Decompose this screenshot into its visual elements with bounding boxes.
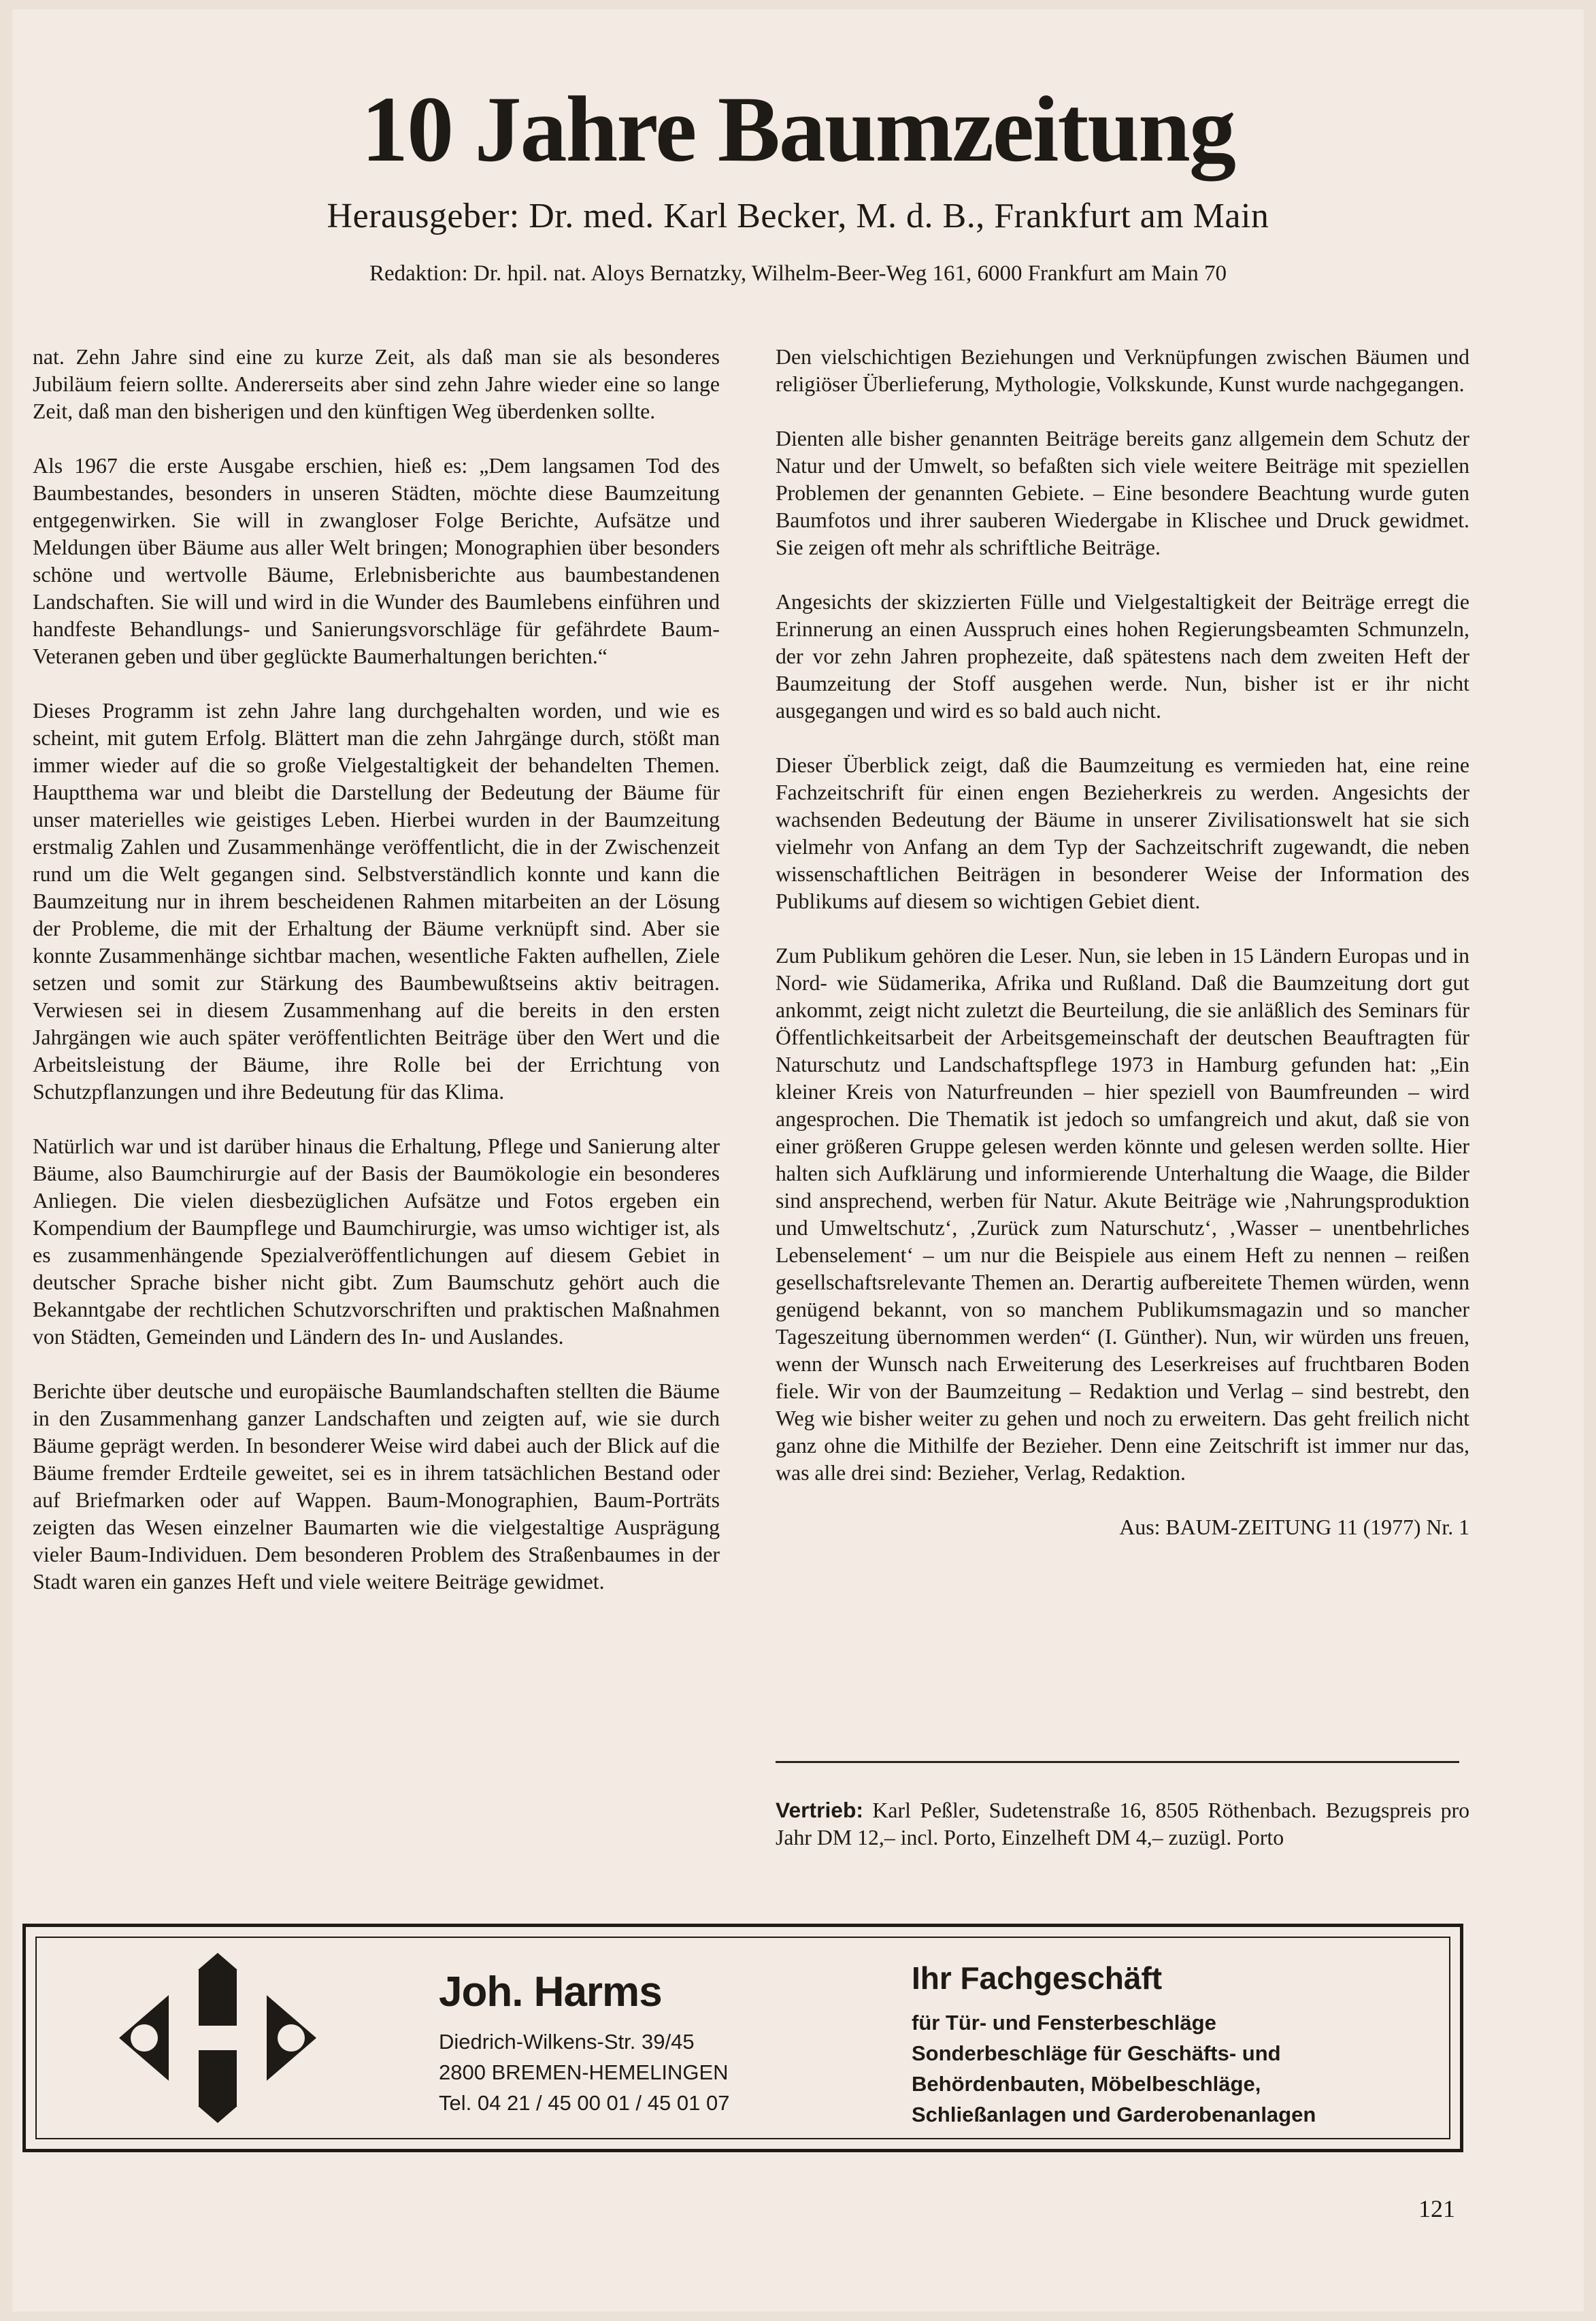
paragraph: Natürlich war und ist darüber hinaus die Erhaltung, Pflege und Sanierung alter Bäume, also Baumchirurgie auf der Basis der Baumökologie ein besonderes Anliegen. Die vielen diesbezüglichen Aufsätze und Fotos ergeben ein Kompendium der Baumpflege und Baumchirurgie, was umso wichtiger ist, als es zusammenhängende Spezialveröffentlichungen auf diesem Gebiet in deutscher Sprache bisher nicht gibt. Zum Baumschutz gehört auch die Bekanntgabe der rechtlichen Schutzvorschriften und praktischen Maßnahmen von Städten, Gemeinden und Ländern des In- und Auslandes. [33, 1134, 720, 1349]
paragraph: Zum Publikum gehören die Leser. Nun, sie leben in 15 Ländern Europas und in Nord- wie Südamerika, Afrika und Rußland. Daß die Baumzeitung dort gut ankommt, zeigt nicht zuletzt die Beurteilung, die sie anläßlich des Seminars für Öffentlichkeitsarbeit der Arbeitsgemeinschaft der deutschen Beauftragten für Naturschutz und Landschaftspflege 1973 in Hamburg gefunden hat: „Ein kleiner Kreis von Naturfreunden – hier speziell von Baumfreunden – wird angesprochen. Die Thematik ist jedoch so umfangreich und akut, daß sie von einer größeren Gruppe gelesen werden könnte und gelesen werden sollte. Hier halten sich Aufklärung und informierende Unterhaltung die Waage, die Bilder sind ansprechend, werben für Natur. Akute Beiträge wie ‚Nahrungsproduktion und Umweltschutz‘, ‚Zurück zum Naturschutz‘, ‚Wasser – unentbehrliches Lebenselement‘ – um nur die Beispiele aus einem Heft zu nennen – reißen gesellschaftsrelevante Themen an. Derartig aufbereitete Themen würden, wenn genügend bekannt, von so manchem Publikumsmagazin und so mancher Tageszeitung übernommen werden“ (I. Günther). Nun, wir würden uns freuen, wenn der Wunsch nach Erweiterung des Leserkreises auf fruchtbaren Boden fiele. Wir von der Baumzeitung – Redaktion und Verlag – sind bestrebt, den Weg wie bisher weiter zu gehen und noch zu erweitern. Das geht freilich nicht ganz ohne die Mithilfe der Bezieher. Denn eine Zeitschrift ist immer nur das, was alle drei sind: Bezieher, Verlag, Redaktion. [776, 944, 1469, 1485]
distribution-info [776, 1796, 1469, 1851]
paragraph: Als 1967 die erste Ausgabe erschien, hieß es: „Dem langsamen Tod des Baumbestandes, besonders in unseren Städten, möchte diese Baumzeitung entgegenwirken. Sie will in zwangloser Folge Berichte, Aufsätze und Meldungen über Bäume aus aller Welt bringen; Monographien über besonders schöne und wertvolle Bäume, Erlebnisberichte aus baumbestandenen Landschaften. Sie will und wird in die Wunder des Baumlebens einführen und handfeste Behandlungs- und Sanierungsvorschläge für gefährdete Baum-Veteranen geben und über geglückte Baumerhaltungen berichten.“ [33, 454, 720, 668]
right-column [776, 344, 1469, 1568]
distribution-text: Karl Peßler, Sudetenstraße 16, 8505 Röthenbach. Bezugspreis pro Jahr DM 12,– incl. Porto, Einzelheft DM 4,– zuzügl. Porto [776, 1798, 1469, 1849]
shop-line: Behördenbauten, Möbelbeschläge, [912, 2072, 1261, 2096]
distribution-label: Vertrieb: [776, 1798, 864, 1822]
shop-description [912, 2007, 1316, 2130]
shop-line: für Tür- und Fensterbeschläge [912, 2011, 1216, 2035]
article-title: 10 Jahre Baumzeitung [361, 77, 1235, 181]
address-line: 2800 BREMEN-HEMELINGEN [439, 2060, 729, 2084]
address-line: Diedrich-Wilkens-Str. 39/45 [439, 2030, 695, 2054]
harms-logo-icon [116, 1949, 320, 2126]
page-number: 121 [1418, 2195, 1455, 2222]
left-column [33, 344, 720, 1623]
paragraph: Dienten alle bisher genannten Beiträge bereits ganz allgemein dem Schutz der Natur und der Umwelt, so befaßten sich viele weitere Beiträge mit speziellen Problemen der genannten Gebiete. – Eine besondere Beachtung wurde guten Baumfotos und ihrer sauberen Wiedergabe in Klischee und Druck gewidmet. Sie zeigen oft mehr als schriftliche Beiträge. [776, 427, 1469, 559]
paragraph: nat. Zehn Jahre sind eine zu kurze Zeit, als daß man sie als besonderes Jubiläum feiern sollte. Andererseits aber sind zehn Jahre wieder eine so lange Zeit, daß man den bisherigen und den künftigen Weg überdenken sollte. [33, 345, 720, 423]
shop-line: Schließanlagen und Garderobenanlagen [912, 2103, 1316, 2126]
company-name: Joh. Harms [439, 1969, 662, 2015]
shop-headline: Ihr Fachgeschäft [912, 1960, 1163, 1996]
publisher-line: Herausgeber: Dr. med. Karl Becker, M. d. B., Frankfurt am Main [327, 197, 1269, 235]
editor-line: Redaktion: Dr. hpil. nat. Aloys Bernatzky, Wilhelm-Beer-Weg 161, 6000 Frankfurt am Main 70 [369, 261, 1227, 286]
company-address [439, 2026, 729, 2118]
source-citation: Aus: BAUM-ZEITUNG 11 (1977) Nr. 1 [1119, 1515, 1469, 1539]
paragraph: Den vielschichtigen Beziehungen und Verknüpfungen zwischen Bäumen und religiöser Überlieferung, Mythologie, Volkskunde, Kunst wurde nachgegangen. [776, 345, 1469, 396]
shop-line: Sonderbeschläge für Geschäfts- und [912, 2041, 1281, 2065]
paragraph: Dieser Überblick zeigt, daß die Baumzeitung es vermieden hat, eine reine Fachzeitschrift für einen engen Bezieherkreis zu werden. Angesichts der wachsenden Bedeutung der Bäume in unserer Zivilisationswelt hat sie sich vielmehr von Anfang an dem Typ der Sachzeitschrift zugewandt, die neben wissenschaftlichen Beiträgen in besonderer Weise der Information des Publikums auf diesem so wichtigen Gebiet dient. [776, 753, 1469, 913]
phone-line: Tel. 04 21 / 45 00 01 / 45 01 07 [439, 2091, 730, 2115]
paragraph: Berichte über deutsche und europäische Baumlandschaften stellten die Bäume in den Zusammenhang ganzer Landschaften und zeigten auf, wie sie durch Bäume geprägt werden. In besonderer Weise wird dabei auch der Blick auf die Bäume fremder Erdteile geweitet, sei es in ihrem tatsächlichen Bestand oder auf Briefmarken oder auf Wappen. Baum-Monographien, Baum-Porträts zeigten das Wesen einzelner Baumarten wie die vielgestaltige Ausprägung vieler Baum-Individuen. Dem besonderen Problem des Straßenbaumes in der Stadt waren ein ganzes Heft und viele weitere Beiträge gewidmet. [33, 1379, 720, 1594]
paragraph: Angesichts der skizzierten Fülle und Vielgestaltigkeit der Beiträge erregt die Erinnerung an einen Ausspruch eines hohen Regierungsbeamten Schmunzeln, der vor zehn Jahren prophezeite, daß spätestens nach dem zweiten Heft der Baumzeitung der Stoff ausgehen werde. Nun, bisher ist er ihr nicht ausgegangen und wird es so bald auch nicht. [776, 590, 1469, 723]
divider-rule [776, 1761, 1459, 1763]
paragraph: Dieses Programm ist zehn Jahre lang durchgehalten worden, und wie es scheint, mit gutem Erfolg. Blättert man die zehn Jahrgänge durch, stößt man immer wieder auf die so große Vielgestaltigkeit der behandelten Themen. Hauptthema war und bleibt die Darstellung der Bedeutung der Bäume für unser materielles wie geistiges Leben. Hierbei wurden in der Baumzeitung erstmalig Zahlen und Zusammenhänge veröffentlicht, die in der Zwischenzeit rund um die Welt gegangen sind. Selbstverständlich konnte und kann die Baumzeitung nur in ihrem bescheidenen Rahmen mitarbeiten an der Lösung der Probleme, die mit der Erhaltung der Bäume verknüpft sind. Aber sie konnte Zusammenhänge sichtbar machen, wesentliche Fakten aufhellen, Ziele setzen und somit zur Stärkung des Baumbewußtseins aktiv beitragen. Verwiesen sei in diesem Zusammenhang auf die bereits in den ersten Jahrgängen wie auch später veröffentlichten Beiträge über den Wert und die Arbeitsleistung der Bäume, ihre Rolle bei der Errichtung von Schutzpflanzungen und ihre Bedeutung für das Klima. [33, 699, 720, 1104]
